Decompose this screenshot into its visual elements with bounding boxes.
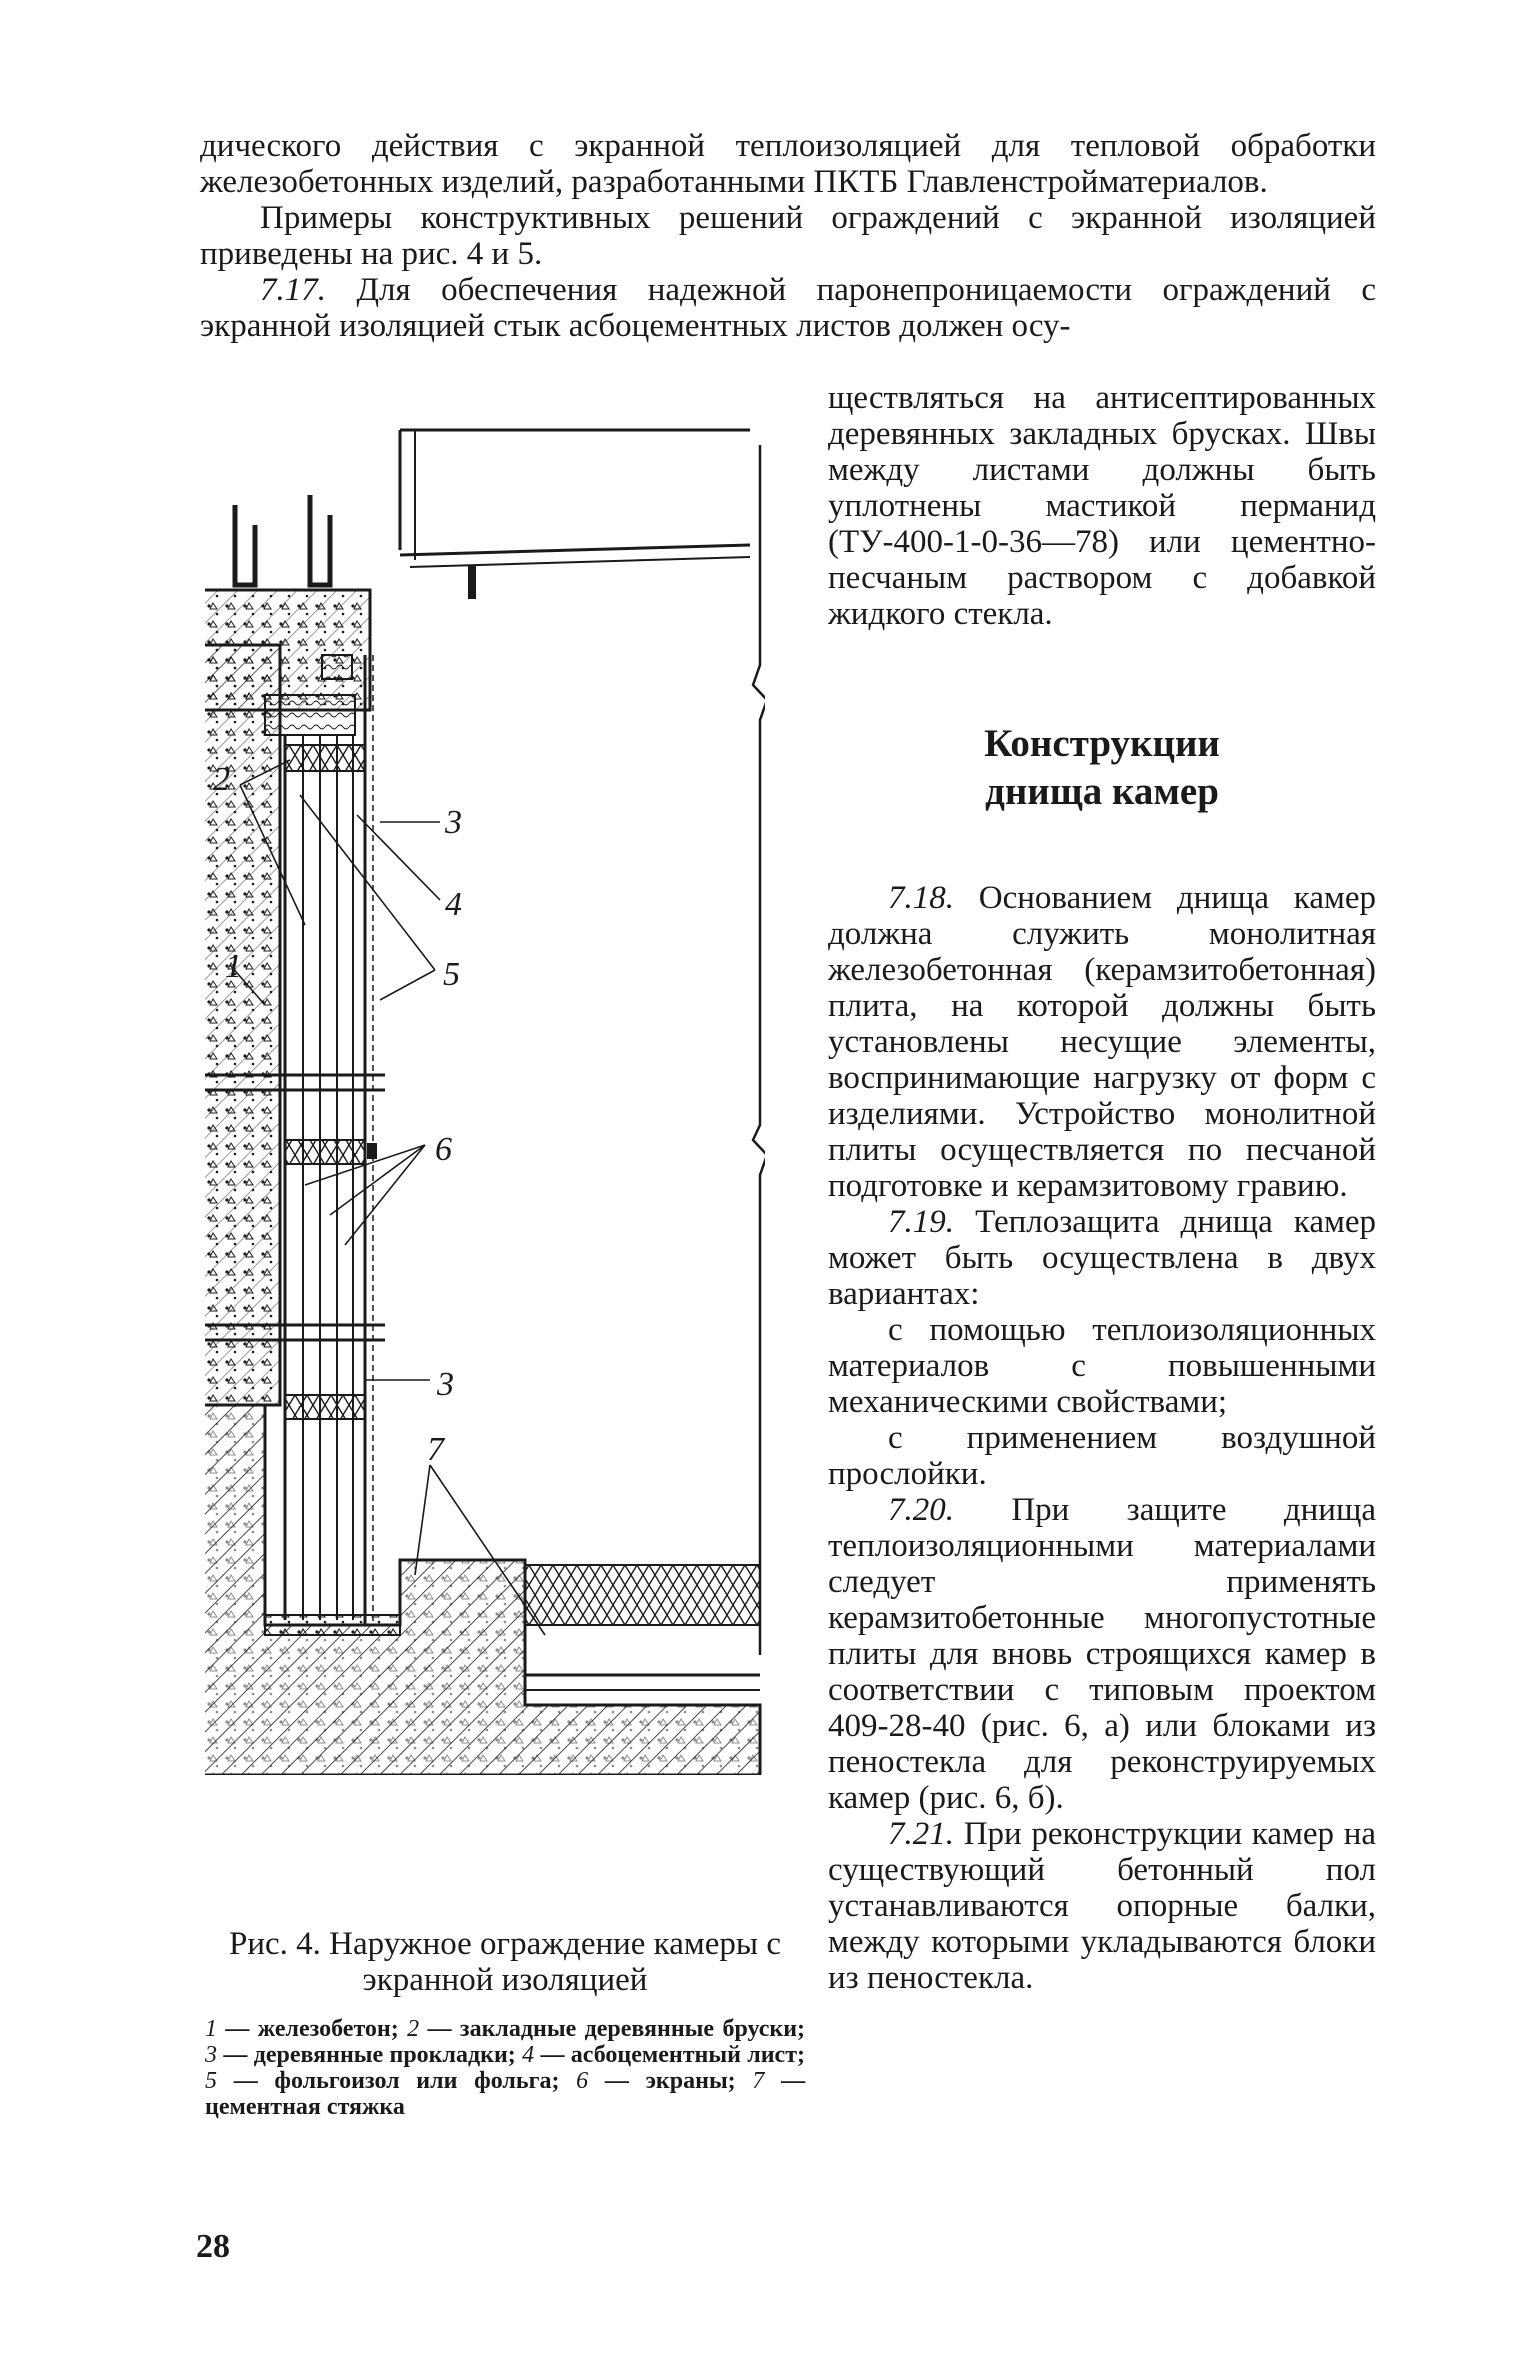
section-heading-line1: Конструкции: [984, 722, 1220, 765]
chamber-boundary: [753, 445, 765, 1655]
paragraph-7-18: [828, 880, 1376, 1204]
intro-examples: Примеры конструктивных решений ограждений с экранной изоляцией приведены на рис. 4 и 5.: [200, 200, 1376, 272]
paragraph-7-21: [828, 1816, 1376, 1996]
label-5: 5: [443, 956, 460, 993]
figure-caption-legend: [205, 2016, 805, 2120]
paragraph-7-20-number: 7.20.: [888, 1492, 954, 1528]
paragraph-7-19-variant-b: с применением воздушной прослойки.: [828, 1420, 1376, 1492]
paragraph-7-21-text: При реконструкции камер на существующий бетонный пол устанавливаются опорные балки, между которыми укладываются блоки из пеностекла.: [828, 1816, 1376, 1996]
label-4: 4: [445, 886, 462, 923]
right-column-text: [828, 880, 1376, 1996]
legend-text-3: — деревянные прокладки;: [223, 2042, 516, 2068]
section-heading-line2: днища камер: [985, 770, 1219, 813]
paragraph-7-18-text: Основанием днища камер должна служить монолитная железобетонная (керамзитобетонная) плита, на которой должны быть установлены несущие элементы, воспринимающие нагрузку от форм с изделиями. Устройство монолитной плиты осуществляется по песчаной подготовке и керамзитовому гравию.: [828, 880, 1376, 1204]
paragraph-7-17-narrow: [828, 380, 1376, 632]
legend-text-1: — железобетон;: [225, 2016, 399, 2042]
intro-continuation: дического действия с экранной теплоизоляцией для тепловой обработки железобетонных изделий, разработанными ПКТБ Главленстройматериалов.: [200, 128, 1376, 200]
paragraph-7-19: [828, 1204, 1376, 1312]
legend-number-3: 3: [205, 2042, 217, 2068]
label-6: 6: [435, 1131, 452, 1168]
legend-number-1: 1: [205, 2016, 217, 2042]
section-heading: [828, 720, 1376, 816]
paragraph-7-17-wide: [200, 272, 1376, 344]
paragraph-7-19-text: Теплозащита днища камер может быть осуществлена в двух вариантах:: [828, 1204, 1377, 1312]
paragraph-7-19-variant-a: с помощью теплоизоляционных материалов с повышенными механическими свойствами;: [828, 1312, 1376, 1420]
paragraph-7-18-number: 7.18.: [888, 880, 954, 916]
paragraph-7-20: [828, 1492, 1376, 1816]
legend-text-2: — закладные деревянные бруски;: [427, 2016, 806, 2042]
legend-number-5: 5: [205, 2068, 217, 2094]
wall-section-svg: [205, 385, 765, 1775]
floor-slab: [205, 1405, 760, 1775]
figure-4-drawing: [205, 385, 765, 1775]
steel-channels: [235, 495, 330, 585]
paragraph-7-19-number: 7.19.: [888, 1204, 954, 1240]
label-7: 7: [427, 1431, 444, 1468]
paragraph-7-17-wide-text: Для обеспечения надежной паронепроницаемости ограждений с экранной изоляцией стык асбоцементных листов должен осу-: [200, 272, 1377, 344]
legend-number-6: 6: [576, 2068, 589, 2094]
label-3-bottom: 3: [437, 1366, 454, 1403]
legend-number-7: 7: [752, 2068, 765, 2094]
spacer-blocks: [285, 745, 377, 1419]
paragraph-7-21-number: 7.21.: [888, 1816, 954, 1852]
label-3-top: 3: [445, 804, 462, 841]
legend-text-5: — фольгоизол или фольга;: [233, 2068, 560, 2094]
intro-block: [200, 128, 1376, 344]
wooden-insert-top: [322, 655, 352, 679]
page-number: 28: [196, 2228, 230, 2265]
legend-text-6: — экраны;: [604, 2068, 736, 2094]
legend-text-4: — асбоцементный лист;: [540, 2042, 805, 2068]
legend-number-2: 2: [407, 2016, 420, 2042]
paragraph-7-20-text: При защите днища теплоизоляционными материалами следует применять керамзитобетонные многопустотные плиты для вновь строящихся камер в соответствии с типовым проектом 409-28-40 (рис. 6, а) или блоками из пеностекла для реконструируемых камер (рис. 6, б).: [828, 1492, 1377, 1816]
legend-text-7: — цементная стяжка: [205, 2068, 806, 2120]
label-2: 2: [213, 761, 230, 798]
legend-number-4: 4: [522, 2042, 535, 2068]
wooden-insert-block: [265, 695, 355, 735]
figure-caption-title: Рис. 4. Наружное ограждение камеры с экранной изоляцией: [229, 1926, 781, 1998]
paragraph-7-17-narrow-text: ществляться на антисептированных деревянных закладных брусках. Швы между листами должны быть уплотнены мастикой перманид (ТУ-400-1-0-36—78) или цементно-песчаным раствором с добавкой жидкого стекла.: [828, 380, 1376, 632]
paragraph-7-17-number: 7.17.: [260, 272, 326, 308]
label-1: 1: [225, 948, 242, 985]
ceiling-beam: [400, 430, 750, 599]
